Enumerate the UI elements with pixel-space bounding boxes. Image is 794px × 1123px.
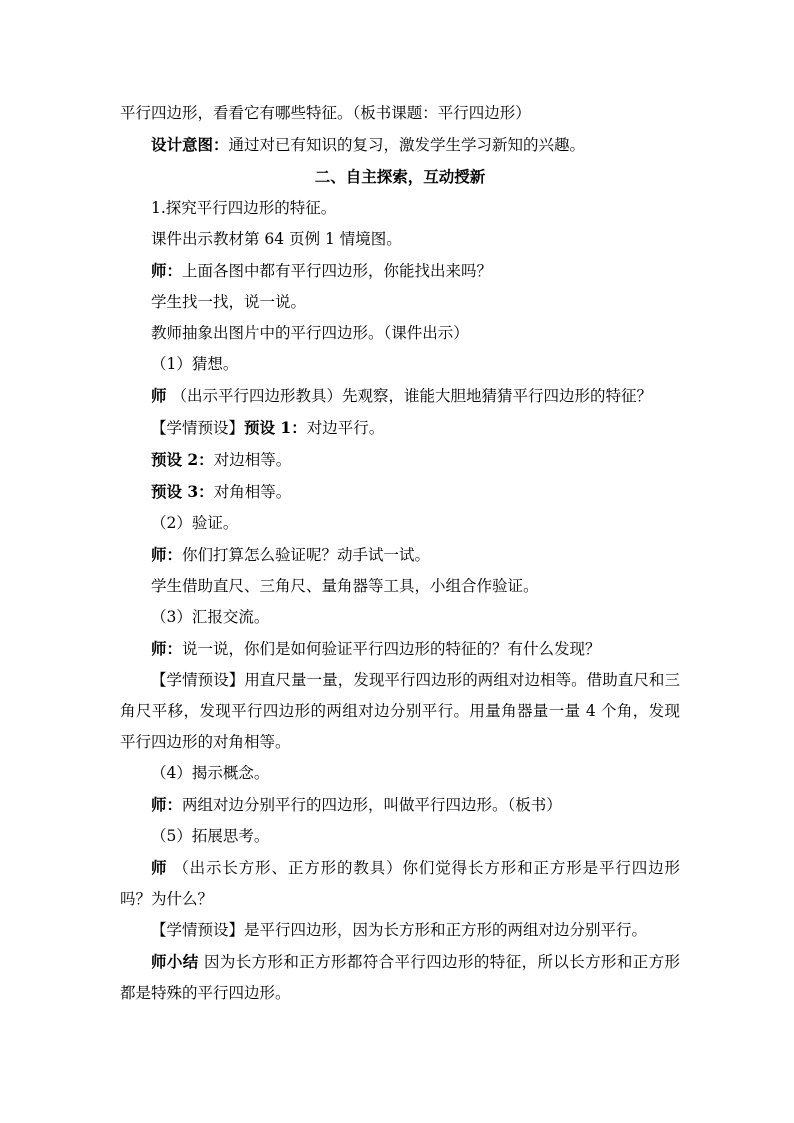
paragraph [120,287,680,318]
preset-label: 预设 2： [151,450,214,469]
paragraph-text: （2）验证。 [151,514,239,532]
speaker-label: 师 [151,858,168,877]
paragraph-step [120,821,680,852]
speaker-label: 师： [151,545,183,564]
paragraph-step [120,602,680,633]
document-body [120,98,680,1009]
paragraph-text: （出示平行四边形教具）先观察，谁能大胆地猜猜平行四边形的特征？ [166,387,652,405]
paragraph-text: （出示长方形、正方形的教具）你们觉得长方形和正方形是平行四边形吗？为什么？ [120,859,680,908]
paragraph-text: 【学情预设】用直尺量一量，发现平行四边形的两组对边相等。借助直尺和三角尺平移，发现平行四边形的两组对边分别平行。用量角器量一量 4 个角，发现平行四边形的对角相等。 [120,671,680,751]
paragraph-preset [120,444,680,476]
speaker-label: 师 [151,386,167,405]
paragraph-step [120,508,680,539]
paragraph-text: 1.探究平行四边形的特征。 [151,199,337,217]
speaker-label: 师： [151,261,183,280]
paragraph-design-intent [120,129,680,161]
paragraph-text: 【学情预设】是平行四边形，因为长方形和正方形的两组对边分别平行。 [151,921,648,939]
preset-tag: 【学情预设】 [151,419,245,437]
paragraph-teacher [120,852,680,915]
paragraph-text: 通过对已有知识的复习，激发学生学习新知的兴趣。 [228,136,586,154]
paragraph-text: 对角相等。 [213,483,292,501]
paragraph-teacher [120,789,680,821]
paragraph-teacher [120,633,680,665]
preset-label: 预设 1： [244,418,307,437]
paragraph-teacher [120,539,680,571]
paragraph-text: 对边相等。 [213,451,292,469]
paragraph-text: 对边平行。 [306,419,385,437]
paragraph-text: 教师抽象出图片中的平行四边形。（课件出示） [151,324,469,342]
paragraph-text: 因为长方形和正方形都符合平行四边形的特征，所以长方形和正方形都是特殊的平行四边形。 [120,953,680,1002]
preset-label: 预设 3： [151,482,214,501]
speaker-label: 师： [151,639,183,658]
paragraph-text: 课件出示教材第 64 页例 1 情境图。 [151,230,402,248]
paragraph-teacher [120,380,680,412]
paragraph [120,224,680,255]
paragraph-preset-long [120,665,680,758]
paragraph-text: （4）揭示概念。 [151,764,270,782]
paragraph-step [120,758,680,789]
speaker-label: 师小结 [151,952,199,971]
paragraph-preset [120,476,680,508]
paragraph-text: （1）猜想。 [151,355,239,373]
paragraph [120,318,680,349]
speaker-label: 师： [151,795,183,814]
paragraph-text: 学生借助直尺、三角尺、量角器等工具，小组合作验证。 [151,577,539,595]
paragraph-teacher-summary [120,946,680,1009]
paragraph-step [120,349,680,380]
paragraph-preset [120,915,680,946]
paragraph-preset [120,412,680,444]
paragraph-teacher [120,255,680,287]
paragraph-intro-continuation [120,98,680,129]
paragraph [120,571,680,602]
paragraph-text: 你们打算怎么验证呢？动手试一试。 [182,546,431,564]
paragraph-text: 平行四边形，看看它有哪些特征。（板书课题：平行四边形） [120,104,531,122]
paragraph-text: 学生找一找，说一说。 [151,293,307,311]
paragraph-text: （3）汇报交流。 [151,608,270,626]
paragraph-subheading [120,193,680,224]
paragraph-text: 上面各图中都有平行四边形，你能找出来吗？ [182,262,493,280]
paragraph-text: （5）拓展思考。 [151,827,270,845]
paragraph-text: 两组对边分别平行的四边形，叫做平行四边形。（板书） [182,796,562,814]
section-heading [120,161,680,193]
paragraph-label: 设计意图： [151,135,229,154]
section-heading-text: 二、自主探索，互动授新 [314,167,486,186]
paragraph-text: 说一说，你们是如何验证平行四边形的特征的？有什么发现？ [182,640,601,658]
